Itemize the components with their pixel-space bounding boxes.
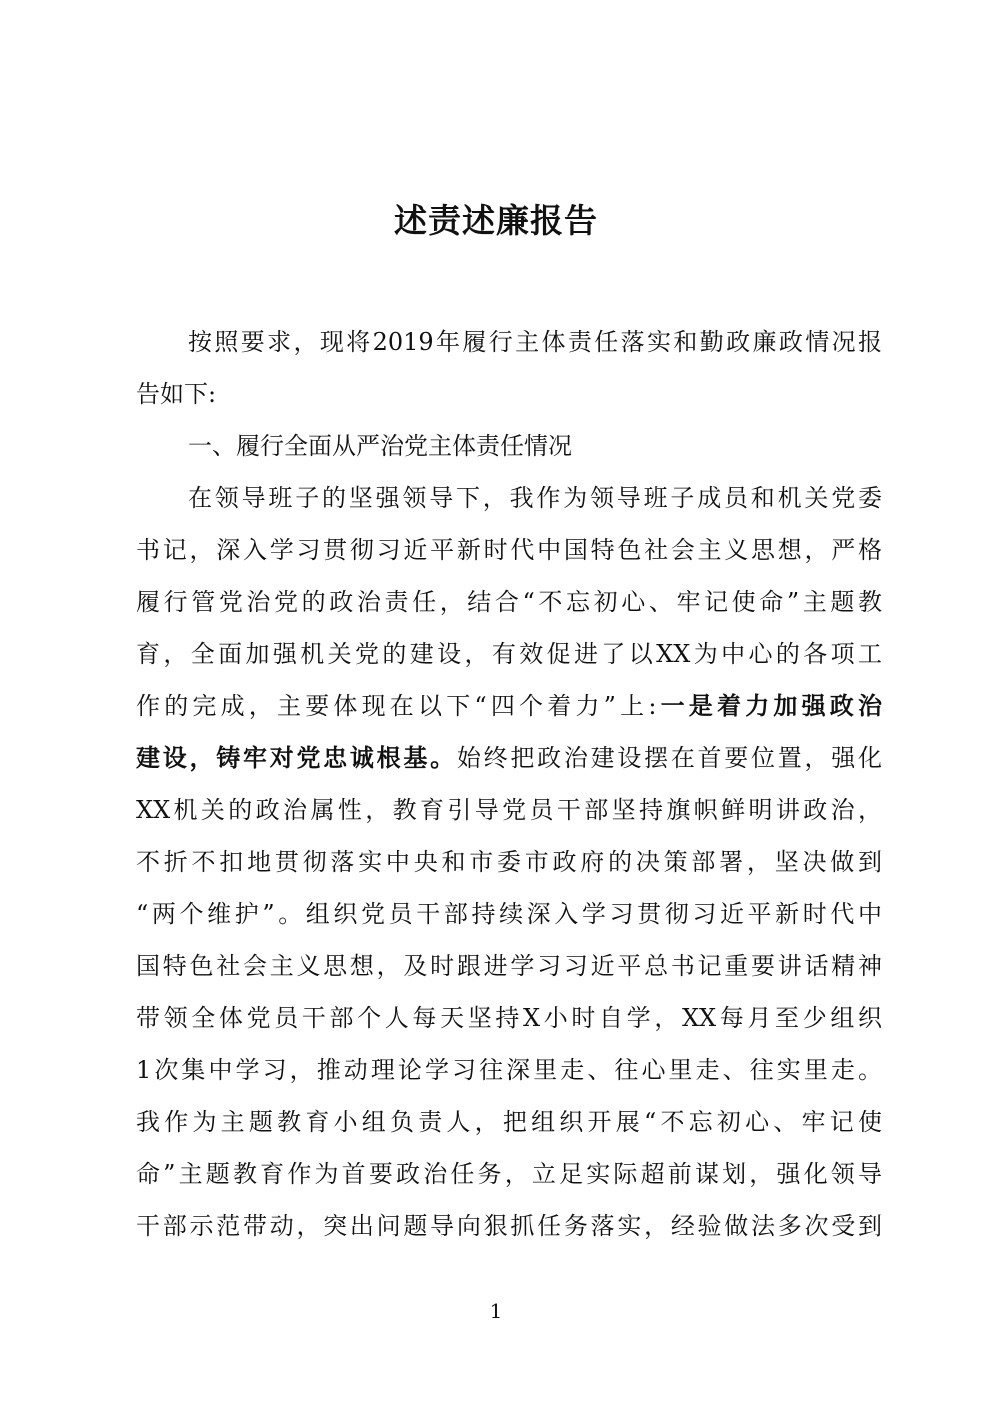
paragraph-line: XX机关的政治属性，教育引导党员干部坚持旗帜鲜明讲政治， (136, 796, 882, 824)
document-body (136, 316, 882, 1252)
paragraph-line: 我作为主题教育小组负责人，把组织开展“不忘初心、牢记使 (136, 1108, 882, 1136)
paragraph-line: 带领全体党员干部个人每天坚持X小时自学，XX每月至少组织 (136, 1004, 882, 1032)
page-number: 1 (489, 1299, 503, 1323)
paragraph-line: 命”主题教育作为首要政治任务，立足实际超前谋划，强化领导 (136, 1160, 882, 1188)
paragraph-line: 在领导班子的坚强领导下，我作为领导班子成员和机关党委 (188, 484, 882, 512)
paragraph-line: 告如下: (136, 380, 217, 408)
paragraph-line: 国特色社会主义思想，及时跟进学习习近平总书记重要讲话精神 (136, 952, 882, 980)
bold-lead-text: 一是着力加强政治 (656, 691, 882, 720)
paragraph-line: 育，全面加强机关党的建设，有效促进了以XX为中心的各项工 (136, 640, 882, 668)
paragraph-text: 作的完成，主要体现在以下“四个着力”上: (136, 692, 657, 720)
paragraph-line: “两个维护”。组织党员干部持续深入学习贯彻习近平新时代中 (136, 900, 882, 928)
document-title: 述责述廉报告 (394, 201, 598, 240)
paragraph-line: 1次集中学习，推动理论学习往深里走、往心里走、往实里走。 (136, 1056, 882, 1084)
paragraph-line (136, 732, 882, 784)
paragraph-line: 按照要求，现将2019年履行主体责任落实和勤政廉政情况报 (188, 328, 882, 356)
paragraph-line: 书记，深入学习贯彻习近平新时代中国特色社会主义思想，严格 (136, 536, 882, 564)
paragraph-line: 不折不扣地贯彻落实中央和市委市政府的决策部署，坚决做到 (136, 848, 882, 876)
paragraph-line (136, 680, 882, 732)
section-heading: 一、履行全面从严治党主体责任情况 (188, 432, 572, 460)
paragraph-line: 履行管党治党的政治责任，结合“不忘初心、牢记使命”主题教 (136, 588, 882, 616)
paragraph-text: 始终把政治建设摆在首要位置，强化 (456, 744, 883, 772)
paragraph-line: 干部示范带动，突出问题导向狠抓任务落实，经验做法多次受到 (136, 1212, 882, 1240)
bold-lead-text: 建设，铸牢对党忠诚根基。 (136, 743, 457, 772)
